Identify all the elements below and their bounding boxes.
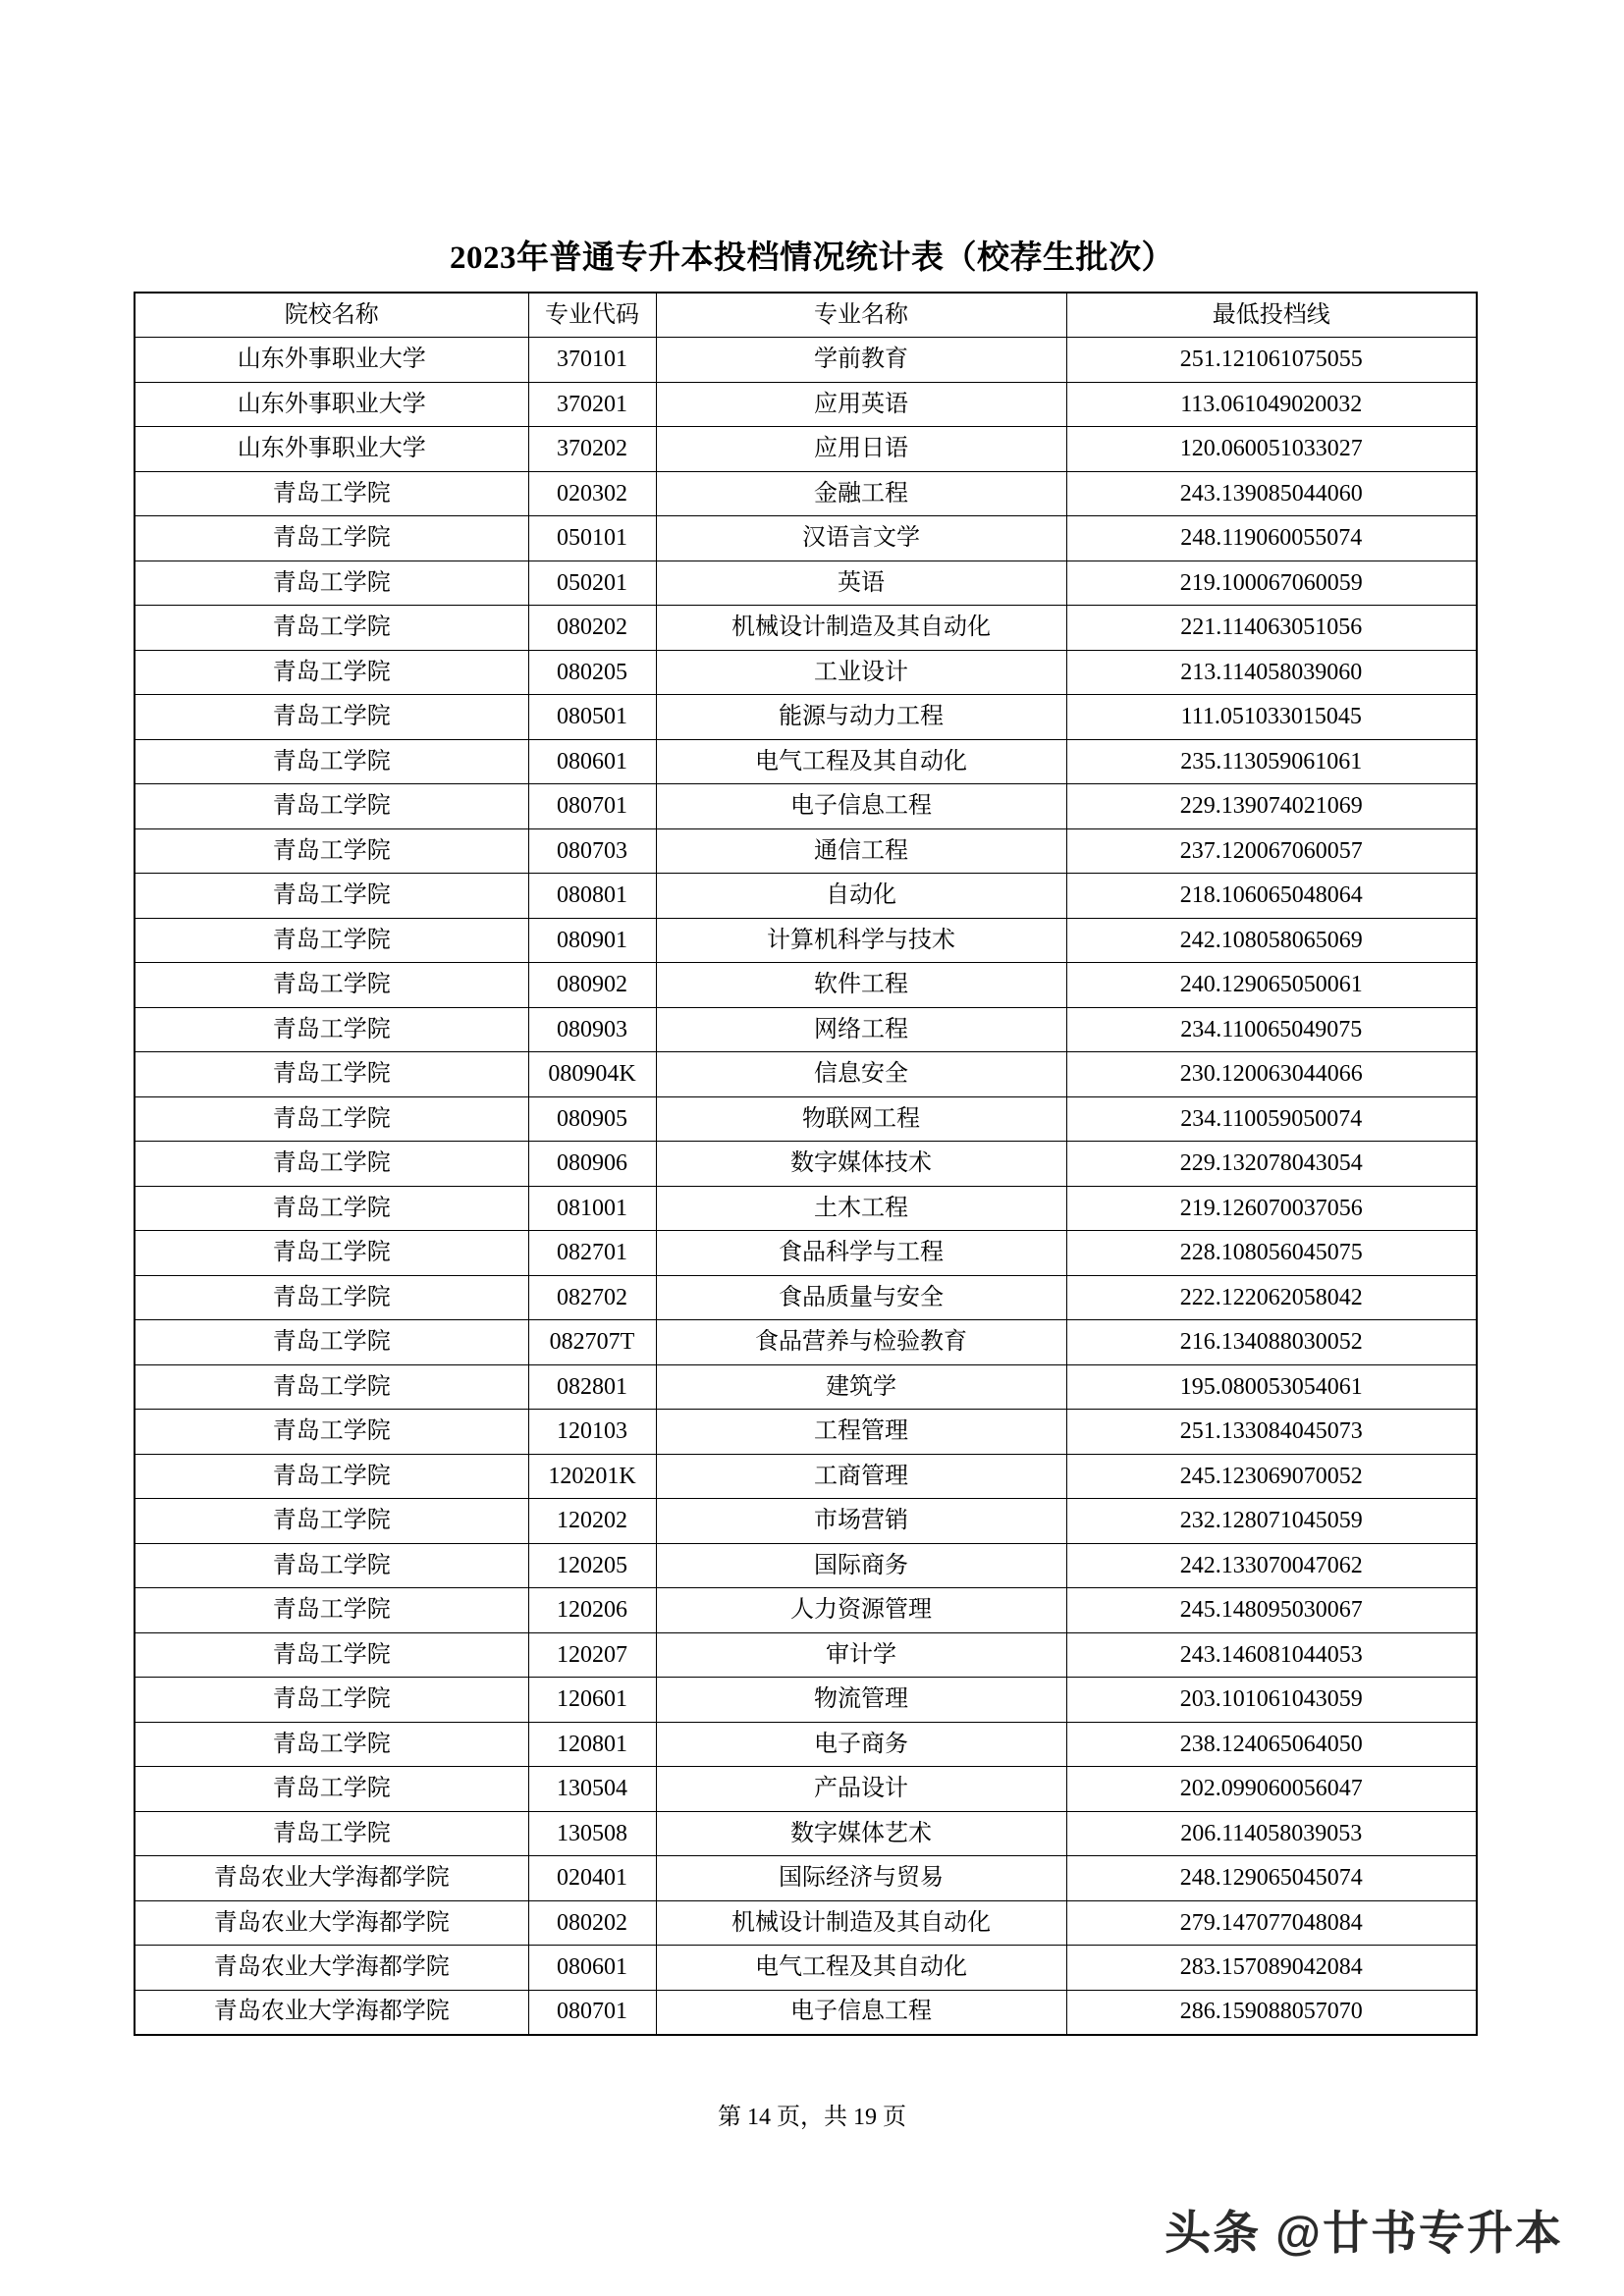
cell-major-name: 机械设计制造及其自动化 <box>656 1900 1066 1946</box>
cell-major-code: 120201K <box>528 1454 656 1499</box>
cell-min-score: 234.110059050074 <box>1066 1096 1477 1142</box>
table-row <box>135 1410 1477 1455</box>
cell-school-name: 青岛工学院 <box>135 516 528 561</box>
table-row <box>135 1320 1477 1365</box>
cell-major-code: 080703 <box>528 828 656 874</box>
cell-school-name: 青岛工学院 <box>135 1320 528 1365</box>
cell-school-name: 山东外事职业大学 <box>135 338 528 383</box>
cell-major-code: 120206 <box>528 1588 656 1633</box>
table-row <box>135 784 1477 829</box>
table-header <box>135 293 1477 338</box>
cell-major-name: 审计学 <box>656 1632 1066 1678</box>
cell-major-name: 食品营养与检验教育 <box>656 1320 1066 1365</box>
admission-score-table <box>134 292 1478 2036</box>
cell-major-code: 080701 <box>528 784 656 829</box>
cell-school-name: 青岛工学院 <box>135 963 528 1008</box>
table-row <box>135 1588 1477 1633</box>
cell-major-name: 软件工程 <box>656 963 1066 1008</box>
cell-major-name: 电气工程及其自动化 <box>656 1946 1066 1991</box>
table-row <box>135 1007 1477 1052</box>
cell-min-score: 202.099060056047 <box>1066 1767 1477 1812</box>
table-row <box>135 874 1477 919</box>
admission-table-container <box>134 292 1476 2036</box>
cell-school-name: 青岛工学院 <box>135 1096 528 1142</box>
cell-min-score: 219.126070037056 <box>1066 1186 1477 1231</box>
cell-school-name: 青岛工学院 <box>135 1722 528 1767</box>
cell-major-code: 370101 <box>528 338 656 383</box>
table-row <box>135 561 1477 606</box>
cell-min-score: 245.123069070052 <box>1066 1454 1477 1499</box>
table-row <box>135 1096 1477 1142</box>
cell-major-code: 370202 <box>528 427 656 472</box>
cell-major-name: 食品科学与工程 <box>656 1231 1066 1276</box>
cell-major-code: 080901 <box>528 918 656 963</box>
cell-min-score: 243.139085044060 <box>1066 471 1477 516</box>
cell-school-name: 青岛工学院 <box>135 1186 528 1231</box>
cell-min-score: 245.148095030067 <box>1066 1588 1477 1633</box>
cell-major-code: 080906 <box>528 1142 656 1187</box>
cell-school-name: 青岛工学院 <box>135 606 528 651</box>
table-row <box>135 1543 1477 1588</box>
table-row <box>135 1990 1477 2035</box>
cell-major-code: 082707T <box>528 1320 656 1365</box>
cell-min-score: 229.132078043054 <box>1066 1142 1477 1187</box>
cell-min-score: 213.114058039060 <box>1066 650 1477 695</box>
cell-major-code: 080501 <box>528 695 656 740</box>
cell-major-code: 050101 <box>528 516 656 561</box>
cell-min-score: 120.060051033027 <box>1066 427 1477 472</box>
table-row <box>135 1364 1477 1410</box>
cell-major-code: 080205 <box>528 650 656 695</box>
table-row <box>135 382 1477 427</box>
cell-major-name: 能源与动力工程 <box>656 695 1066 740</box>
cell-min-score: 235.113059061061 <box>1066 739 1477 784</box>
cell-major-code: 082702 <box>528 1275 656 1320</box>
cell-major-name: 金融工程 <box>656 471 1066 516</box>
cell-major-name: 汉语言文学 <box>656 516 1066 561</box>
cell-major-code: 120103 <box>528 1410 656 1455</box>
cell-school-name: 青岛工学院 <box>135 1142 528 1187</box>
cell-min-score: 111.051033015045 <box>1066 695 1477 740</box>
cell-major-code: 130504 <box>528 1767 656 1812</box>
cell-major-name: 信息安全 <box>656 1052 1066 1097</box>
cell-major-name: 网络工程 <box>656 1007 1066 1052</box>
cell-major-name: 国际经济与贸易 <box>656 1856 1066 1901</box>
cell-school-name: 青岛农业大学海都学院 <box>135 1856 528 1901</box>
cell-major-name: 食品质量与安全 <box>656 1275 1066 1320</box>
cell-major-code: 130508 <box>528 1811 656 1856</box>
cell-major-code: 080905 <box>528 1096 656 1142</box>
table-row <box>135 606 1477 651</box>
cell-school-name: 青岛工学院 <box>135 1499 528 1544</box>
cell-major-name: 英语 <box>656 561 1066 606</box>
table-header-row <box>135 293 1477 338</box>
cell-min-score: 221.114063051056 <box>1066 606 1477 651</box>
cell-major-name: 通信工程 <box>656 828 1066 874</box>
cell-school-name: 青岛工学院 <box>135 1632 528 1678</box>
cell-school-name: 青岛工学院 <box>135 1811 528 1856</box>
table-row <box>135 1231 1477 1276</box>
table-row <box>135 1767 1477 1812</box>
cell-major-name: 人力资源管理 <box>656 1588 1066 1633</box>
cell-school-name: 青岛工学院 <box>135 918 528 963</box>
cell-major-code: 082701 <box>528 1231 656 1276</box>
cell-min-score: 230.120063044066 <box>1066 1052 1477 1097</box>
table-row <box>135 1186 1477 1231</box>
cell-major-name: 应用日语 <box>656 427 1066 472</box>
table-row <box>135 516 1477 561</box>
cell-school-name: 青岛工学院 <box>135 1767 528 1812</box>
cell-min-score: 228.108056045075 <box>1066 1231 1477 1276</box>
cell-major-code: 081001 <box>528 1186 656 1231</box>
cell-min-score: 113.061049020032 <box>1066 382 1477 427</box>
cell-min-score: 232.128071045059 <box>1066 1499 1477 1544</box>
column-header-school: 院校名称 <box>135 293 528 338</box>
table-row <box>135 1678 1477 1723</box>
cell-school-name: 山东外事职业大学 <box>135 382 528 427</box>
table-row <box>135 650 1477 695</box>
cell-major-code: 080202 <box>528 1900 656 1946</box>
cell-min-score: 240.129065050061 <box>1066 963 1477 1008</box>
cell-major-code: 080701 <box>528 1990 656 2035</box>
page-number-footer: 第 14 页，共 19 页 <box>718 2105 906 2130</box>
cell-major-code: 080601 <box>528 739 656 784</box>
source-watermark: 头条 @廿书专升本 <box>1164 2207 1563 2259</box>
cell-major-code: 080801 <box>528 874 656 919</box>
cell-major-name: 市场营销 <box>656 1499 1066 1544</box>
table-body <box>135 338 1477 2035</box>
cell-major-name: 自动化 <box>656 874 1066 919</box>
cell-major-code: 120601 <box>528 1678 656 1723</box>
table-row <box>135 338 1477 383</box>
table-row <box>135 1052 1477 1097</box>
cell-major-code: 370201 <box>528 382 656 427</box>
cell-min-score: 219.100067060059 <box>1066 561 1477 606</box>
cell-min-score: 251.121061075055 <box>1066 338 1477 383</box>
table-row <box>135 828 1477 874</box>
table-row <box>135 1275 1477 1320</box>
cell-min-score: 195.080053054061 <box>1066 1364 1477 1410</box>
cell-major-name: 计算机科学与技术 <box>656 918 1066 963</box>
cell-major-name: 国际商务 <box>656 1543 1066 1588</box>
cell-major-name: 建筑学 <box>656 1364 1066 1410</box>
cell-major-name: 工程管理 <box>656 1410 1066 1455</box>
cell-major-name: 机械设计制造及其自动化 <box>656 606 1066 651</box>
cell-school-name: 青岛农业大学海都学院 <box>135 1946 528 1991</box>
table-row <box>135 427 1477 472</box>
cell-school-name: 青岛工学院 <box>135 874 528 919</box>
cell-major-name: 电气工程及其自动化 <box>656 739 1066 784</box>
cell-school-name: 青岛工学院 <box>135 1543 528 1588</box>
cell-major-code: 080902 <box>528 963 656 1008</box>
table-row <box>135 1499 1477 1544</box>
cell-major-name: 电子信息工程 <box>656 1990 1066 2035</box>
cell-school-name: 青岛工学院 <box>135 1007 528 1052</box>
cell-min-score: 218.106065048064 <box>1066 874 1477 919</box>
cell-min-score: 242.108058065069 <box>1066 918 1477 963</box>
cell-major-name: 电子商务 <box>656 1722 1066 1767</box>
cell-major-name: 应用英语 <box>656 382 1066 427</box>
cell-school-name: 青岛农业大学海都学院 <box>135 1990 528 2035</box>
table-row <box>135 695 1477 740</box>
cell-min-score: 237.120067060057 <box>1066 828 1477 874</box>
cell-min-score: 206.114058039053 <box>1066 1811 1477 1856</box>
cell-min-score: 243.146081044053 <box>1066 1632 1477 1678</box>
cell-school-name: 青岛工学院 <box>135 1275 528 1320</box>
cell-major-code: 080601 <box>528 1946 656 1991</box>
table-row <box>135 1811 1477 1856</box>
table-row <box>135 471 1477 516</box>
cell-major-name: 工业设计 <box>656 650 1066 695</box>
table-row <box>135 1142 1477 1187</box>
cell-min-score: 283.157089042084 <box>1066 1946 1477 1991</box>
cell-school-name: 青岛工学院 <box>135 471 528 516</box>
cell-school-name: 青岛工学院 <box>135 1410 528 1455</box>
cell-major-code: 050201 <box>528 561 656 606</box>
column-header-major-code: 专业代码 <box>528 293 656 338</box>
table-row <box>135 918 1477 963</box>
cell-major-code: 020401 <box>528 1856 656 1901</box>
cell-school-name: 青岛工学院 <box>135 1588 528 1633</box>
column-header-min-score: 最低投档线 <box>1066 293 1477 338</box>
cell-min-score: 286.159088057070 <box>1066 1990 1477 2035</box>
cell-school-name: 青岛工学院 <box>135 561 528 606</box>
cell-school-name: 青岛工学院 <box>135 695 528 740</box>
cell-school-name: 青岛工学院 <box>135 650 528 695</box>
cell-major-code: 120205 <box>528 1543 656 1588</box>
cell-min-score: 229.139074021069 <box>1066 784 1477 829</box>
cell-major-code: 080903 <box>528 1007 656 1052</box>
table-row <box>135 739 1477 784</box>
column-header-major-name: 专业名称 <box>656 293 1066 338</box>
cell-min-score: 203.101061043059 <box>1066 1678 1477 1723</box>
cell-min-score: 251.133084045073 <box>1066 1410 1477 1455</box>
cell-min-score: 279.147077048084 <box>1066 1900 1477 1946</box>
table-row <box>135 1946 1477 1991</box>
cell-school-name: 青岛工学院 <box>135 784 528 829</box>
cell-school-name: 青岛工学院 <box>135 1052 528 1097</box>
cell-major-name: 数字媒体技术 <box>656 1142 1066 1187</box>
table-row <box>135 1900 1477 1946</box>
cell-school-name: 青岛工学院 <box>135 1364 528 1410</box>
cell-major-name: 电子信息工程 <box>656 784 1066 829</box>
table-row <box>135 1632 1477 1678</box>
cell-major-code: 082801 <box>528 1364 656 1410</box>
table-row <box>135 963 1477 1008</box>
cell-school-name: 青岛工学院 <box>135 739 528 784</box>
cell-school-name: 青岛农业大学海都学院 <box>135 1900 528 1946</box>
cell-school-name: 青岛工学院 <box>135 1678 528 1723</box>
cell-major-code: 120207 <box>528 1632 656 1678</box>
cell-min-score: 248.119060055074 <box>1066 516 1477 561</box>
cell-major-name: 学前教育 <box>656 338 1066 383</box>
cell-major-name: 土木工程 <box>656 1186 1066 1231</box>
cell-major-code: 080904K <box>528 1052 656 1097</box>
table-row <box>135 1856 1477 1901</box>
cell-min-score: 216.134088030052 <box>1066 1320 1477 1365</box>
table-row <box>135 1722 1477 1767</box>
cell-major-code: 120801 <box>528 1722 656 1767</box>
table-row <box>135 1454 1477 1499</box>
cell-major-code: 080202 <box>528 606 656 651</box>
cell-school-name: 山东外事职业大学 <box>135 427 528 472</box>
cell-min-score: 242.133070047062 <box>1066 1543 1477 1588</box>
cell-school-name: 青岛工学院 <box>135 1231 528 1276</box>
cell-min-score: 222.122062058042 <box>1066 1275 1477 1320</box>
cell-school-name: 青岛工学院 <box>135 828 528 874</box>
cell-major-name: 物联网工程 <box>656 1096 1066 1142</box>
cell-major-code: 020302 <box>528 471 656 516</box>
page-title: 2023年普通专升本投档情况统计表（校荐生批次） <box>450 240 1174 276</box>
cell-major-code: 120202 <box>528 1499 656 1544</box>
cell-min-score: 248.129065045074 <box>1066 1856 1477 1901</box>
cell-major-name: 物流管理 <box>656 1678 1066 1723</box>
cell-min-score: 238.124065064050 <box>1066 1722 1477 1767</box>
cell-min-score: 234.110065049075 <box>1066 1007 1477 1052</box>
cell-major-name: 数字媒体艺术 <box>656 1811 1066 1856</box>
cell-major-name: 产品设计 <box>656 1767 1066 1812</box>
cell-major-name: 工商管理 <box>656 1454 1066 1499</box>
cell-school-name: 青岛工学院 <box>135 1454 528 1499</box>
